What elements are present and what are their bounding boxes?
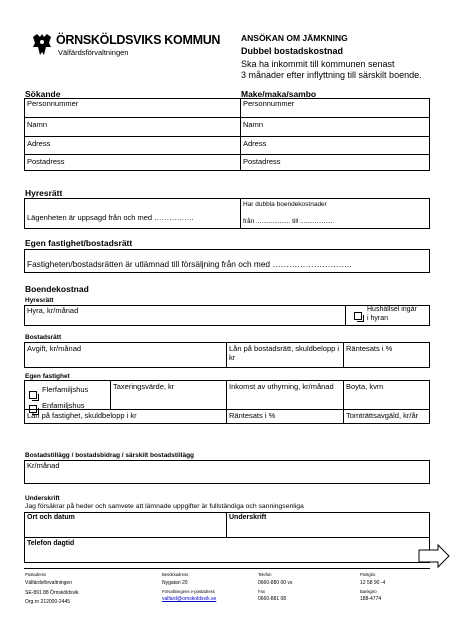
enfamiljshus-label: Enfamiljshus [42, 401, 85, 410]
fastighet-heading: Egen fastighet/bostadsrätt [25, 238, 133, 248]
bk-hyresratt-label: Hyresrätt [25, 297, 54, 304]
boyta-field[interactable]: Boyta, kvm [346, 382, 384, 391]
footer-postadress-2: SE-891 88 Örnsköldsvik [25, 590, 79, 596]
hyresratt-heading: Hyresrätt [25, 188, 63, 198]
deadline-line2: 3 månader efter inflyttning till särskilt boende. [241, 70, 422, 80]
rantesats-fastighet-field[interactable]: Räntesats i % [229, 411, 276, 420]
applicant-personnummer-field[interactable]: Personnummer [27, 99, 79, 108]
lan-bostadsratt-field-2: kr [229, 353, 236, 362]
footer-epost-label: Förvaltningens e-postadress [162, 589, 215, 594]
bk-bostadsratt-label: Bostadsrätt [25, 334, 62, 341]
form-title: ANSÖKAN OM JÄMKNING [241, 33, 348, 43]
form-subject: Dubbel bostadskostnad [241, 46, 344, 56]
ort-datum-field[interactable]: Ort och datum [27, 514, 75, 521]
footer-postgiro-label: Postgiro [360, 572, 376, 577]
footer-bankgiro: 188-4774 [360, 596, 382, 602]
footer-bankgiro-label: Bankgiro [360, 589, 377, 594]
footer-telefon-label: Telefon [258, 572, 272, 577]
hyra-field[interactable]: Hyra, kr/månad [27, 306, 79, 315]
lan-bostadsratt-field-1[interactable]: Lån på bostadsrätt, skuldbelopp i [229, 344, 340, 353]
applicant-postadress-field[interactable]: Postadress [27, 157, 65, 166]
applicant-adress-field[interactable]: Adress [27, 139, 51, 148]
spouse-namn-field[interactable]: Namn [243, 120, 264, 129]
bidrag-heading: Bostadstillägg / bostadsbidrag / särskilt bostadstillägg [25, 452, 195, 459]
applicant-table [24, 98, 430, 171]
dubbla-kostnader-label: Har dubbla boendekostnader [243, 201, 327, 208]
footer-orgnr: Org.nr 212000-2445 [25, 599, 71, 605]
hyresratt-uppsagd-field[interactable]: Lägenheten är uppsagd från och med ……………. [27, 213, 194, 222]
signature-heading: Underskrift [25, 495, 60, 502]
footer-postadress-1: Välfärdsförvaltningen [25, 580, 72, 586]
tomtratt-field[interactable]: Tomträttsavgäld, kr/år [346, 411, 419, 420]
hushallsel-label-1: Hushållsel ingår [367, 306, 417, 313]
dubbla-kostnader-period-field[interactable]: från ................... till ................... [243, 218, 335, 225]
spouse-personnummer-field[interactable]: Personnummer [243, 99, 295, 108]
footer-fax: 0660-881 08 [258, 596, 287, 602]
applicant-heading: Sökande [25, 89, 61, 99]
next-page-arrow-icon [418, 544, 450, 568]
declaration-text: Jag försäkrar på heder och samvete att lämnade uppgifter är fullständiga och sanningsenliga [25, 503, 304, 510]
footer-postgiro: 12 58 90 -4 [360, 580, 386, 586]
spouse-adress-field[interactable]: Adress [243, 139, 267, 148]
footer-epost-link[interactable]: valfard@ornskoldsvik.se [162, 596, 217, 602]
deadline-line1: Ska ha inkommit till kommunen senast [241, 59, 395, 69]
footer-besoksadress: Nygatan 20 [162, 580, 188, 586]
footer-postadress-label: Postadress [25, 572, 46, 577]
bidrag-kr-manad-field[interactable]: Kr/månad [27, 461, 60, 470]
footer-besoksadress-label: Besöksadress [162, 572, 189, 577]
applicant-namn-field[interactable]: Namn [27, 120, 48, 129]
taxeringsvarde-field[interactable]: Taxeringsvärde, kr [113, 382, 175, 391]
footer-telefon: 0660-880 00 vx [258, 580, 293, 586]
spouse-postadress-field[interactable]: Postadress [243, 157, 281, 166]
org-name: ÖRNSKÖLDSVIKS KOMMUN [56, 33, 221, 47]
underskrift-field[interactable]: Underskrift [229, 514, 267, 521]
bidrag-box [24, 460, 430, 484]
hushallsel-label-2: i hyran [367, 315, 389, 322]
bk-egen-fastighet-label: Egen fastighet [25, 373, 70, 380]
telefon-dagtid-field[interactable]: Telefon dagtid [27, 540, 75, 547]
fastighet-forsaljning-field[interactable]: Fastigheten/bostadsrätten är utlämnad till försäljning från och med ……………………….. [27, 259, 352, 269]
hushallsel-checkbox[interactable] [354, 307, 362, 325]
rantesats-bostadsratt-field[interactable]: Räntesats i % [346, 344, 393, 353]
lan-fastighet-field[interactable]: Lån på fastighet, skuldbelopp i kr [27, 411, 137, 420]
flerfamiljshus-label: Flerfamiljshus [42, 385, 89, 394]
footer-fax-label: Fax [258, 589, 265, 594]
department-name: Välfärdsförvaltningen [58, 48, 129, 57]
inkomst-uthyrning-field[interactable]: Inkomst av uthyrning, kr/månad [229, 382, 334, 391]
boendekostnad-heading: Boendekostnad [25, 284, 89, 294]
avgift-field[interactable]: Avgift, kr/månad [27, 344, 82, 353]
logo-crest-icon [31, 33, 53, 57]
spouse-heading: Make/maka/sambo [241, 89, 317, 99]
